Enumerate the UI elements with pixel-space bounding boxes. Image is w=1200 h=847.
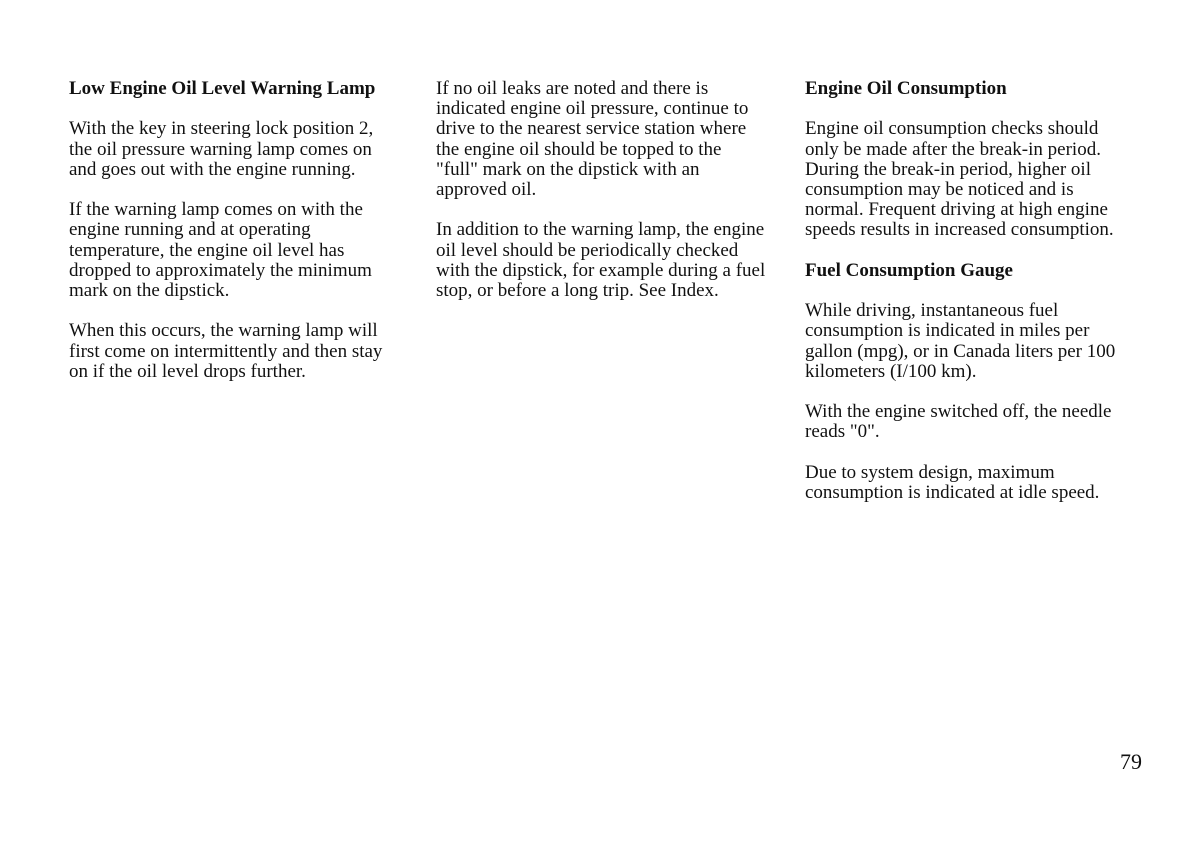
paragraph: When this occurs, the warning lamp will first come on intermittently and then stay on if the oil level drops further. — [69, 320, 383, 382]
paragraph: Engine oil consumption checks should only be made after the break-in period. During the break-in period, higher oil consumption may be noticed and is normal. Frequent driving at high engine speeds results in increased consumption. — [805, 118, 1114, 241]
paragraph: If the warning lamp comes on with the engine running and at operating temperature, the engine oil level has dropped to approximately the minimum mark on the dipstick. — [69, 199, 372, 301]
column-left — [69, 79, 399, 402]
paragraph: In addition to the warning lamp, the engine oil level should be periodically checked with the dipstick, for example during a fuel stop, or before a long trip. See Index. — [436, 219, 766, 302]
column-middle — [436, 79, 766, 321]
column-right — [805, 79, 1135, 523]
heading-fuel-consumption-gauge: Fuel Consumption Gauge — [805, 259, 1013, 281]
heading-engine-oil-consumption: Engine Oil Consumption — [805, 78, 1007, 99]
heading-low-engine-oil-level-warning-lamp: Low Engine Oil Level Warning Lamp — [69, 78, 376, 99]
paragraph: While driving, instantaneous fuel consumption is indicated in miles per gallon (mpg), or in Canada liters per 100 kilometers (I/100 km). — [805, 300, 1116, 382]
paragraph: With the key in steering lock position 2, the oil pressure warning lamp comes on and goes out with the engine running. — [69, 118, 374, 180]
paragraph: Due to system design, maximum consumption is indicated at idle speed. — [805, 461, 1100, 503]
paragraph: With the engine switched off, the needle reads "0". — [805, 401, 1112, 443]
page-number: 79 — [1120, 749, 1142, 774]
paragraph: If no oil leaks are noted and there is indicated engine oil pressure, continue to drive to the nearest service station where the engine oil should be topped to the "full" mark on the dipstick with an approved oil. — [436, 78, 749, 201]
